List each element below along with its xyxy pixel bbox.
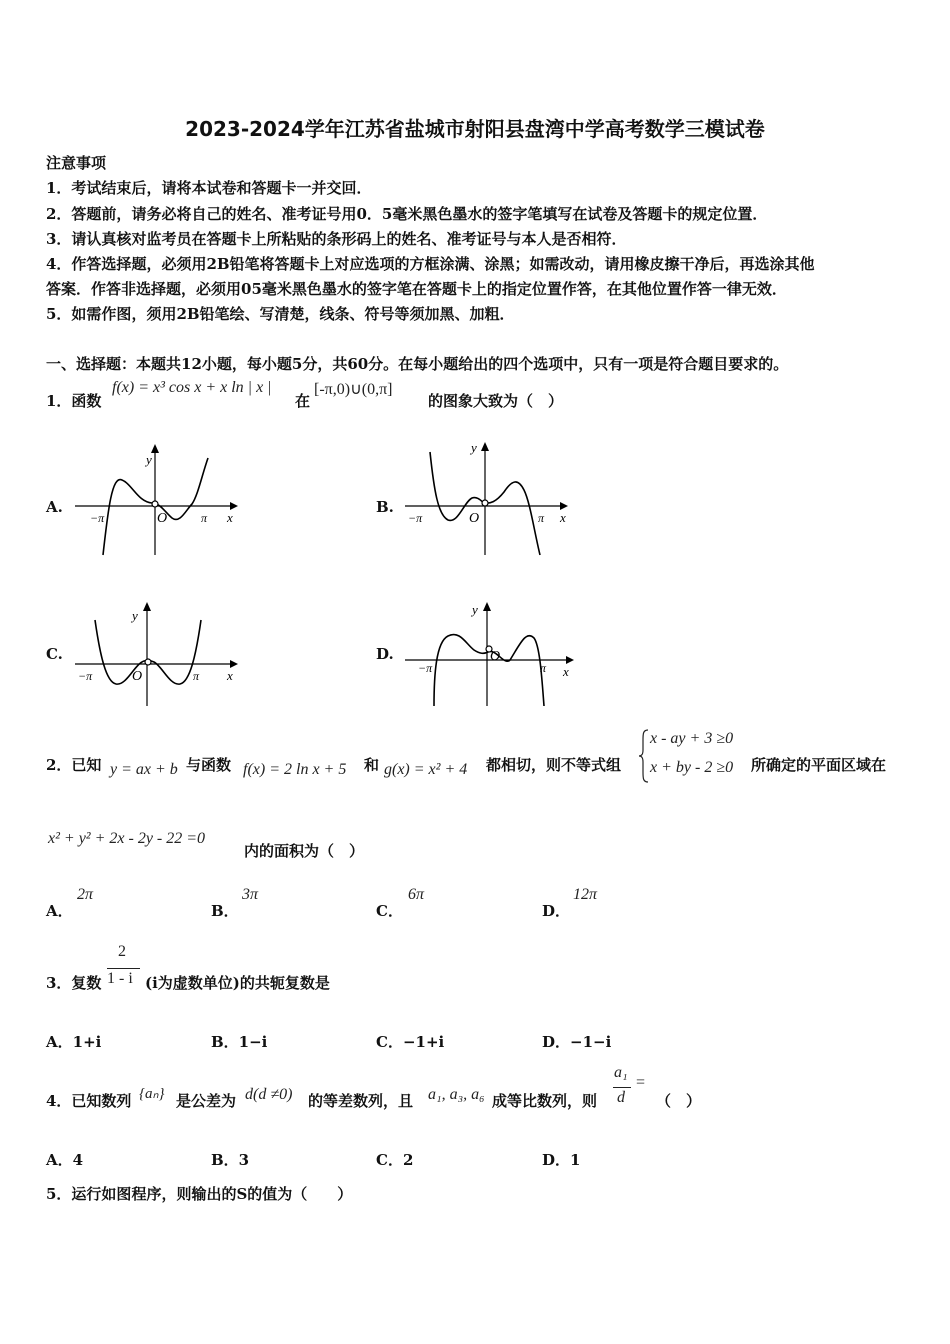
q1-graph-a[interactable] — [70, 440, 250, 560]
y-label: y — [146, 452, 152, 467]
x-axis-arrow — [560, 502, 568, 510]
y-axis-arrow — [481, 442, 489, 451]
open-point — [482, 500, 488, 506]
y-label: y — [471, 440, 477, 455]
q2-inequality-1: x - ay + 3 ≥0 — [650, 730, 734, 747]
q2-option-a-value[interactable]: 2π — [77, 886, 94, 903]
q5-text: 5．运行如图程序，则输出的S的值为（ ） — [46, 1185, 353, 1203]
q4-option-a[interactable]: A．4 — [46, 1151, 84, 1169]
x-axis-arrow — [230, 660, 238, 668]
notice-item: 2．答题前，请务必将自己的姓名、准考证号用0．5毫米黑色墨水的签字笔填写在试卷及答题卡的规定位置． — [46, 205, 768, 223]
q4-sequence: {aₙ} — [139, 1086, 165, 1102]
q1-domain: [-π,0)∪(0,π] — [314, 381, 393, 398]
q2-text: 所确定的平面区域在 — [751, 756, 887, 774]
y-axis-arrow — [143, 602, 151, 611]
q3-number: 3．复数 — [46, 974, 102, 992]
q4-number: 4．已知数列 — [46, 1092, 132, 1110]
curve — [434, 635, 544, 706]
q2-circle-expr: x² + y² + 2x - 2y - 22 =0 — [48, 830, 206, 847]
q2-f-expr: f(x) = 2 ln x + 5 — [243, 761, 347, 778]
x-axis-arrow — [566, 656, 574, 664]
q3-option-b[interactable]: B．1−i — [211, 1033, 268, 1051]
curve — [95, 620, 201, 684]
q4-fraction-denominator: d — [617, 1089, 625, 1106]
q2-option-b-label[interactable]: B． — [211, 902, 239, 920]
origin-label: O — [490, 649, 501, 664]
q4-text: （ ） — [656, 1092, 702, 1110]
q1-graph-c[interactable] — [70, 600, 250, 710]
q2-line-expr: y = ax + b — [110, 761, 178, 778]
origin-label: O — [469, 511, 480, 526]
q2-option-c-value[interactable]: 6π — [408, 886, 425, 903]
origin-label: O — [132, 669, 143, 684]
q1-option-b-label[interactable]: B. — [376, 498, 394, 516]
q1-graph-b[interactable] — [400, 440, 580, 560]
y-label: y — [472, 602, 478, 617]
q3-denominator: 1 - i — [107, 970, 133, 987]
q2-text: 都相切，则不等式组 — [486, 756, 622, 774]
pi-label: π — [201, 511, 208, 525]
neg-pi-label: −π — [418, 661, 433, 675]
q2-inequality-2: x + by - 2 ≥0 — [650, 759, 734, 776]
page-title: 2023-2024学年江苏省盐城市射阳县盘湾中学高考数学三模试卷 — [185, 117, 765, 141]
q2-option-d-value[interactable]: 12π — [573, 886, 598, 903]
section-heading: 一、选择题：本题共12小题，每小题5分，共60分。在每小题给出的四个选项中，只有一项是符合题目要求的。 — [46, 355, 789, 373]
notice-item: 答案．作答非选择题，必须用05毫米黑色墨水的签字笔在答题卡上的指定位置作答，在其他位置作答一律无效． — [46, 280, 787, 298]
q2-text: 内的面积为（ ） — [244, 842, 365, 860]
q1-text: 的图象大致为（ ） — [428, 392, 564, 410]
pi-label: π — [193, 669, 200, 683]
q2-g-expr: g(x) = x² + 4 — [384, 761, 468, 778]
q2-text: 与函数 — [186, 756, 232, 774]
pi-label: π — [540, 661, 547, 675]
q1-text: 在 — [295, 392, 311, 410]
y-label: y — [132, 608, 138, 623]
q4-option-c[interactable]: C．2 — [376, 1151, 414, 1169]
q3-option-d[interactable]: D．−1−i — [542, 1033, 612, 1051]
x-label: x — [563, 664, 569, 679]
q4-d: d(d ≠0) — [245, 1086, 293, 1103]
q4-equals: = — [636, 1074, 646, 1091]
q4-text: 成等比数列，则 — [492, 1092, 598, 1110]
q3-option-a[interactable]: A．1+i — [46, 1033, 102, 1051]
q4-terms: a₁, a₃, a₆ — [428, 1086, 485, 1103]
q2-option-a-label[interactable]: A． — [46, 902, 73, 920]
q1-option-a-label[interactable]: A. — [46, 498, 63, 516]
q3-option-c[interactable]: C．−1+i — [376, 1033, 445, 1051]
q4-option-d[interactable]: D．1 — [542, 1151, 581, 1169]
notice-item: 4．作答选择题，必须用2B铅笔将答题卡上对应选项的方框涂满、涂黑；如需改动，请用橡皮擦干净后，再选涂其他 — [46, 255, 815, 273]
q3-text: (i为虚数单位)的共轭复数是 — [145, 974, 330, 992]
neg-pi-label: −π — [408, 511, 423, 525]
q2-text: 和 — [364, 756, 380, 774]
q4-text: 是公差为 — [176, 1092, 237, 1110]
q4-text: 的等差数列，且 — [308, 1092, 414, 1110]
q2-option-c-label[interactable]: C． — [376, 902, 403, 920]
notice-item: 3．请认真核对监考员在答题卡上所粘贴的条形码上的姓名、准考证号与本人是否相符． — [46, 230, 627, 248]
x-label: x — [560, 510, 566, 525]
neg-pi-label: −π — [90, 511, 105, 525]
q1-function-expr: f(x) = x³ cos x + x ln | x | — [112, 379, 272, 396]
q2-option-b-value[interactable]: 3π — [242, 886, 259, 903]
q1-number: 1．函数 — [46, 392, 102, 410]
origin-label: O — [157, 511, 168, 526]
open-point — [145, 659, 151, 665]
notice-heading: 注意事项 — [46, 154, 107, 172]
q1-option-d-label[interactable]: D. — [376, 645, 394, 663]
q2-number: 2．已知 — [46, 756, 102, 774]
q4-fraction-numerator: a₁ — [614, 1064, 628, 1081]
q1-option-c-label[interactable]: C. — [46, 645, 63, 663]
x-axis-arrow — [230, 502, 238, 510]
q3-numerator: 2 — [118, 943, 126, 960]
x-label: x — [227, 510, 233, 525]
q4-option-b[interactable]: B．3 — [211, 1151, 250, 1169]
open-point — [152, 501, 158, 507]
notice-item: 1．考试结束后，请将本试卷和答题卡一并交回． — [46, 179, 372, 197]
neg-pi-label: −π — [78, 669, 93, 683]
system-brace — [638, 728, 650, 784]
x-label: x — [227, 668, 233, 683]
q2-option-d-label[interactable]: D． — [542, 902, 571, 920]
q1-graph-d[interactable] — [400, 600, 580, 710]
notice-item: 5．如需作图，须用2B铅笔绘、写清楚，线条、符号等须加黑、加粗． — [46, 305, 515, 323]
fraction-bar — [107, 968, 140, 969]
y-axis-arrow — [483, 602, 491, 611]
fraction-bar — [613, 1087, 631, 1088]
y-axis-arrow — [151, 444, 159, 453]
pi-label: π — [538, 511, 545, 525]
